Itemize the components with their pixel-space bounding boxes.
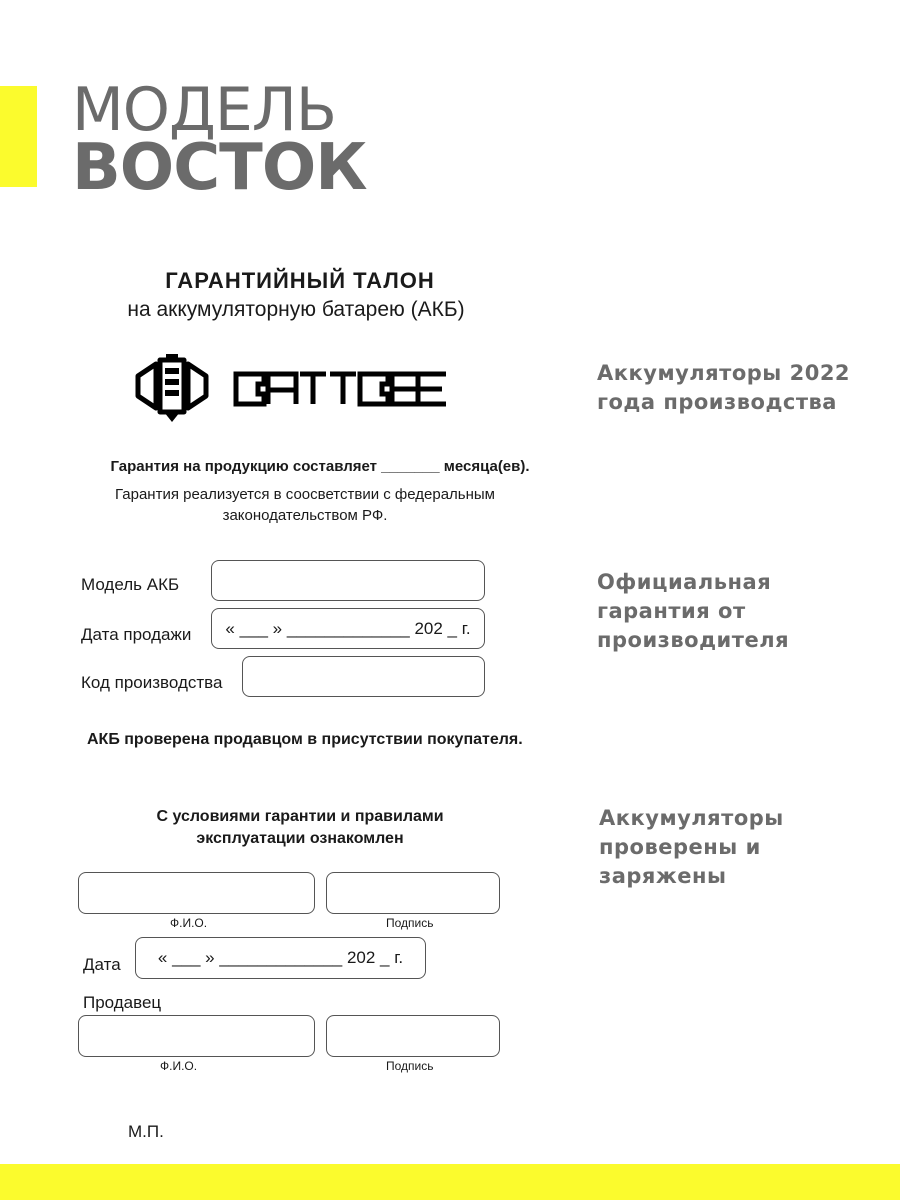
date-template: « ___ » _____________ 202 _ г.: [157, 948, 404, 967]
production-code-field[interactable]: [242, 656, 485, 697]
accent-bar-bottom: [0, 1164, 900, 1200]
battbee-wordmark: [236, 374, 446, 404]
warranty-note: Гарантия реализуется в соосветствии с федеральным законодательством РФ.: [114, 486, 495, 524]
promo-official-warranty: Официальная гарантия от производителя: [597, 570, 790, 652]
model-label: Модель АКБ: [81, 575, 180, 594]
production-code-label: Код производства: [81, 673, 223, 692]
stamp-placeholder: М.П.: [128, 1122, 164, 1141]
conditions-statement: С условиями гарантии и правилами эксплуатации ознакомлен: [156, 808, 444, 847]
seller-label: Продавец: [83, 993, 162, 1012]
accent-bar-left: [0, 86, 37, 187]
document-subtitle: на аккумуляторную батарею (АКБ): [127, 298, 465, 321]
sale-date-template: « ___ » _____________ 202 _ г.: [225, 618, 471, 638]
model-heading-line2: ВОСТОК: [72, 131, 367, 205]
date-label: Дата: [83, 955, 121, 974]
seller-fio-caption: Ф.И.О.: [160, 1059, 198, 1073]
document-title: ГАРАНТИЙНЫЙ ТАЛОН: [165, 268, 435, 293]
buyer-fio-field[interactable]: [78, 872, 315, 914]
date-field[interactable]: [135, 937, 426, 979]
buyer-fio-caption: Ф.И.О.: [170, 916, 208, 930]
warranty-period-line: Гарантия на продукцию составляет _______ месяца(ев).: [110, 458, 530, 475]
buyer-signature-field[interactable]: [326, 872, 500, 914]
seller-fio-field[interactable]: [78, 1015, 315, 1057]
model-heading-line1: МОДЕЛЬ: [72, 75, 337, 145]
bee-icon: [138, 360, 206, 412]
sale-date-label: Дата продажи: [81, 625, 192, 644]
promo-checked-charged: Аккумуляторы проверены и заряжены: [599, 806, 784, 888]
model-field[interactable]: [211, 560, 485, 601]
seller-signature-field[interactable]: [326, 1015, 500, 1057]
promo-production-year: Аккумуляторы 2022 года производства: [597, 361, 851, 414]
checked-statement: АКБ проверена продавцом в присутствии покупателя.: [87, 731, 523, 748]
buyer-signature-caption: Подпись: [386, 916, 434, 930]
seller-signature-caption: Подпись: [386, 1059, 434, 1073]
battbee-logo: [130, 352, 450, 429]
sale-date-field[interactable]: [211, 608, 485, 649]
